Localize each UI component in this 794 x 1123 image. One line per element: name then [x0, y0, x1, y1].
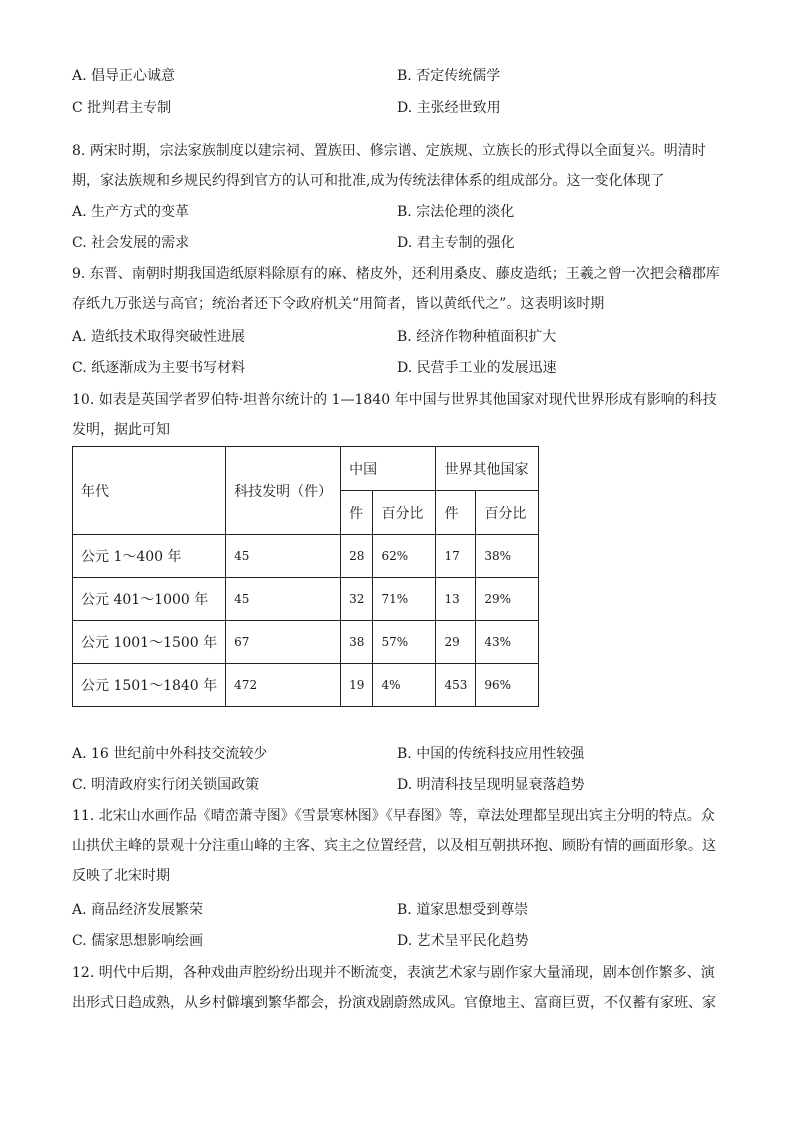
cell-world-percent: 29% — [476, 578, 539, 621]
cell-china-count: 38 — [341, 621, 373, 664]
q9-option-a[interactable]: A. 造纸技术取得突破性进展 — [72, 329, 246, 345]
q9-options-row-2 — [72, 358, 732, 378]
cell-china-count: 19 — [341, 664, 373, 707]
q9-options-row-1 — [72, 327, 732, 347]
q8-option-a[interactable]: A. 生产方式的变革 — [72, 204, 190, 220]
cell-world-percent: 43% — [476, 621, 539, 664]
q8-option-c[interactable]: C. 社会发展的需求 — [72, 235, 190, 251]
q9-stem — [72, 259, 724, 319]
cell-china-percent: 4% — [373, 664, 436, 707]
cell-era: 公元 1501～1840 年 — [73, 664, 226, 707]
q10-stem — [72, 385, 724, 445]
q9-option-c[interactable]: C. 纸逐渐成为主要书写材料 — [72, 360, 246, 376]
q9-line-2: 存纸九万张送与高官；统治者还下令政府机关“用简者，皆以黄纸代之”。这表明该时期 — [72, 296, 605, 312]
cell-world-count: 29 — [436, 621, 476, 664]
q10-line-2: 发明，据此可知 — [72, 422, 170, 438]
science-inventions-table — [72, 446, 539, 707]
q10-option-d[interactable]: D. 明清科技呈现明显衰落趋势 — [397, 777, 585, 793]
cell-china-count: 28 — [341, 535, 373, 578]
q8-option-d[interactable]: D. 君主专制的强化 — [397, 235, 515, 251]
q8-stem — [72, 136, 724, 196]
q10-options-row-1 — [72, 744, 732, 764]
q11-line-1: 11. 北宋山水画作品《晴峦萧寺图》《雪景寒林图》《早春图》等，章法处理都呈现出宾主分明的特点。众 — [72, 808, 715, 824]
q7-option-a[interactable]: A. 倡导正心诚意 — [72, 68, 176, 84]
header-world: 世界其他国家 — [436, 447, 539, 491]
q10-line-1: 10. 如表是英国学者罗伯特·坦普尔统计的 1—1840 年中国与世界其他国家对现代世界形成有影响的科技 — [72, 392, 717, 408]
cell-world-count: 17 — [436, 535, 476, 578]
cell-china-percent: 57% — [373, 621, 436, 664]
q10-options-row-2 — [72, 775, 732, 795]
q11-option-a[interactable]: A. 商品经济发展繁荣 — [72, 902, 204, 918]
q11-options-row-1 — [72, 900, 732, 920]
q9-option-b[interactable]: B. 经济作物种植面积扩大 — [397, 329, 557, 345]
q7-option-c[interactable]: C 批判君主专制 — [72, 100, 172, 116]
cell-era: 公元 401～1000 年 — [73, 578, 226, 621]
q11-line-2: 山拱伏主峰的景观十分注重山峰的主客、宾主之位置经营，以及相互朝拱环抱、顾盼有情的画面形象。这 — [72, 838, 716, 854]
table-row — [73, 664, 539, 707]
cell-era: 公元 1001～1500 年 — [73, 621, 226, 664]
header-era: 年代 — [73, 447, 226, 535]
q11-option-d[interactable]: D. 艺术呈平民化趋势 — [397, 933, 529, 949]
cell-china-count: 32 — [341, 578, 373, 621]
cell-total: 45 — [226, 535, 341, 578]
cell-total: 472 — [226, 664, 341, 707]
q10-option-b[interactable]: B. 中国的传统科技应用性较强 — [397, 746, 585, 762]
q8-options-row-2 — [72, 233, 732, 253]
cell-world-percent: 38% — [476, 535, 539, 578]
table-row — [73, 621, 539, 664]
q8-line-2: 期，家法族规和乡规民约得到官方的认可和批准,成为传统法律体系的组成部分。这一变化体现了 — [72, 173, 665, 189]
cell-total: 45 — [226, 578, 341, 621]
cell-world-percent: 96% — [476, 664, 539, 707]
header-china: 中国 — [341, 447, 436, 491]
q10-option-a[interactable]: A. 16 世纪前中外科技交流较少 — [72, 746, 268, 762]
q12-stem — [72, 958, 724, 1018]
q7-option-b[interactable]: B. 否定传统儒学 — [397, 68, 501, 84]
header-inventions: 科技发明（件） — [226, 447, 341, 535]
q12-line-1: 12. 明代中后期，各种戏曲声腔纷纷出现并不断流变，表演艺术家与剧作家大量涌现，剧本创作繁多、演 — [72, 965, 715, 981]
table-row — [73, 535, 539, 578]
cell-china-percent: 71% — [373, 578, 436, 621]
q11-option-c[interactable]: C. 儒家思想影响绘画 — [72, 933, 204, 949]
q12-line-2: 出形式日趋成熟，从乡村僻壤到繁华都会，扮演戏剧蔚然成风。官僚地主、富商巨贾，不仅蓄有家班、家 — [72, 995, 716, 1011]
q9-option-d[interactable]: D. 民营手工业的发展迅速 — [397, 360, 557, 376]
header-china-percent: 百分比 — [373, 491, 436, 535]
header-world-count: 件 — [436, 491, 476, 535]
q10-option-c[interactable]: C. 明清政府实行闭关锁国政策 — [72, 777, 260, 793]
q11-stem — [72, 801, 724, 891]
cell-era: 公元 1～400 年 — [73, 535, 226, 578]
header-world-percent: 百分比 — [476, 491, 539, 535]
q8-line-1: 8. 两宋时期，宗法家族制度以建宗祠、置族田、修宗谱、定族规、立族长的形式得以全面复兴。明清时 — [72, 143, 706, 159]
q8-option-b[interactable]: B. 宗法伦理的淡化 — [397, 204, 515, 220]
cell-total: 67 — [226, 621, 341, 664]
q9-line-1: 9. 东晋、南朝时期我国造纸原料除原有的麻、楮皮外，还利用桑皮、藤皮造纸；王羲之曾一次把会稽郡库 — [72, 266, 720, 282]
q11-options-row-2 — [72, 931, 732, 951]
q8-options-row-1 — [72, 202, 732, 222]
table-row — [73, 578, 539, 621]
q7-options-row-1 — [72, 66, 732, 86]
cell-world-count: 453 — [436, 664, 476, 707]
q11-line-3: 反映了北宋时期 — [72, 868, 170, 884]
q7-option-d[interactable]: D. 主张经世致用 — [397, 100, 501, 116]
q11-option-b[interactable]: B. 道家思想受到尊崇 — [397, 902, 529, 918]
cell-china-percent: 62% — [373, 535, 436, 578]
q7-options-row-2 — [72, 98, 732, 118]
cell-world-count: 13 — [436, 578, 476, 621]
header-china-count: 件 — [341, 491, 373, 535]
